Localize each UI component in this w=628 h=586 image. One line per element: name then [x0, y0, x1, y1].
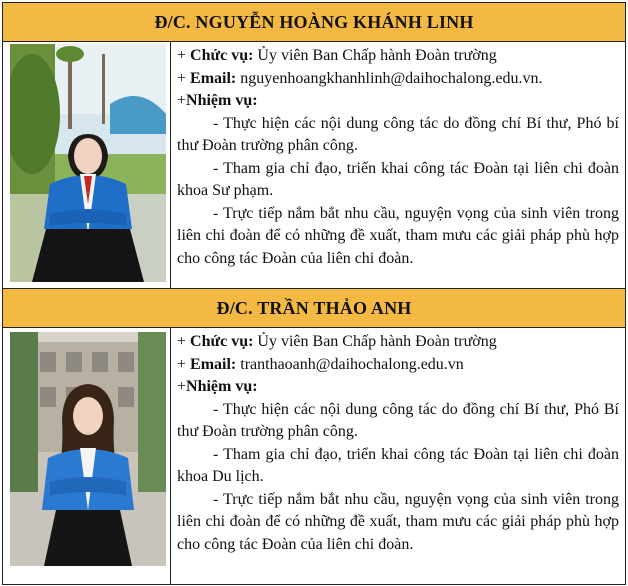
- member-name-header: [3, 3, 625, 42]
- member-name: Đ/C. TRẦN THẢO ANH: [216, 297, 412, 318]
- member-row: [3, 328, 625, 584]
- role-value: Ủy viên Ban Chấp hành Đoàn trường: [257, 333, 497, 350]
- member-name: Đ/C. NGUYỄN HOÀNG KHÁNH LINH: [154, 11, 474, 32]
- duty-label: Nhiệm vụ:: [186, 92, 258, 109]
- duty-item: - Trực tiếp nắm bắt nhu cầu, nguyện vọng của sinh viên trong liên chi đoàn để có những đề xuất, tham mưu các giải pháp phù hợp cho công tác Đoàn của liên chi đoàn.: [177, 490, 619, 553]
- role-value: Ủy viên Ban Chấp hành Đoàn trường: [257, 47, 497, 64]
- role-label: Chức vụ:: [190, 333, 254, 350]
- member-name-header: [3, 289, 625, 328]
- duty-item: - Tham gia chỉ đạo, triển khai công tác Đoàn tại liên chi đoàn khoa Du lịch.: [177, 445, 619, 485]
- duty-item: - Trực tiếp nắm bắt nhu cầu, nguyện vọng của sinh viên trong liên chi đoàn để có những đề xuất, tham mưu các giải pháp phù hợp cho công tác Đoàn của liên chi đoàn.: [177, 204, 619, 267]
- member-row: [3, 42, 625, 289]
- duty-label: Nhiệm vụ:: [186, 378, 258, 395]
- member-info: + Chức vụ: Ủy viên Ban Chấp hành Đoàn trường + Email: nguyenhoangkhanhlinh@daihochalong.edu.vn. +Nhiệm vụ: - Thực hiện các nội dung công tác do đồng chí Bí thư, Phó bí thư Đoàn trường phân công. - Tham gia chỉ đạo, triển khai công tác Đoàn tại liên chi đoàn khoa Sư phạm. - Trực tiếp nắm bắt nhu cầu, nguyện vọng của sinh viên trong liên chi đoàn để có những đề xuất, tham mưu các giải pháp phù hợp cho công tác Đoàn của liên chi đoàn.: [171, 42, 625, 288]
- email-value: nguyenhoangkhanhlinh@daihochalong.edu.vn.: [240, 69, 543, 87]
- email-value: tranthaoanh@daihochalong.edu.vn: [240, 355, 464, 373]
- member-table: [2, 2, 626, 585]
- member-info: + Chức vụ: Ủy viên Ban Chấp hành Đoàn trường + Email: tranthaoanh@daihochalong.edu.vn +Nhiệm vụ: - Thực hiện các nội dung công tác do đồng chí Bí thư, Phó Bí thư Đoàn trường phân công. - Tham gia chỉ đạo, triển khai công tác Đoàn tại liên chi đoàn khoa Du lịch. - Trực tiếp nắm bắt nhu cầu, nguyện vọng của sinh viên trong liên chi đoàn để có những đề xuất, tham mưu các giải pháp phù hợp cho công tác Đoàn của liên chi đoàn.: [171, 328, 625, 584]
- email-label: Email:: [190, 355, 237, 373]
- duty-item: - Thực hiện các nội dung công tác do đồng chí Bí thư, Phó bí thư Đoàn trường phân công.: [177, 114, 619, 154]
- email-label: Email:: [190, 69, 237, 87]
- portrait-photo: [10, 44, 166, 282]
- duty-item: - Tham gia chỉ đạo, triển khai công tác Đoàn tại liên chi đoàn khoa Sư phạm.: [177, 159, 619, 199]
- portrait-cell: [3, 328, 171, 584]
- role-label: Chức vụ:: [190, 47, 254, 64]
- duty-item: - Thực hiện các nội dung công tác do đồng chí Bí thư, Phó Bí thư Đoàn trường phân công.: [177, 400, 619, 440]
- portrait-cell: [3, 42, 171, 288]
- portrait-photo: [10, 332, 166, 566]
